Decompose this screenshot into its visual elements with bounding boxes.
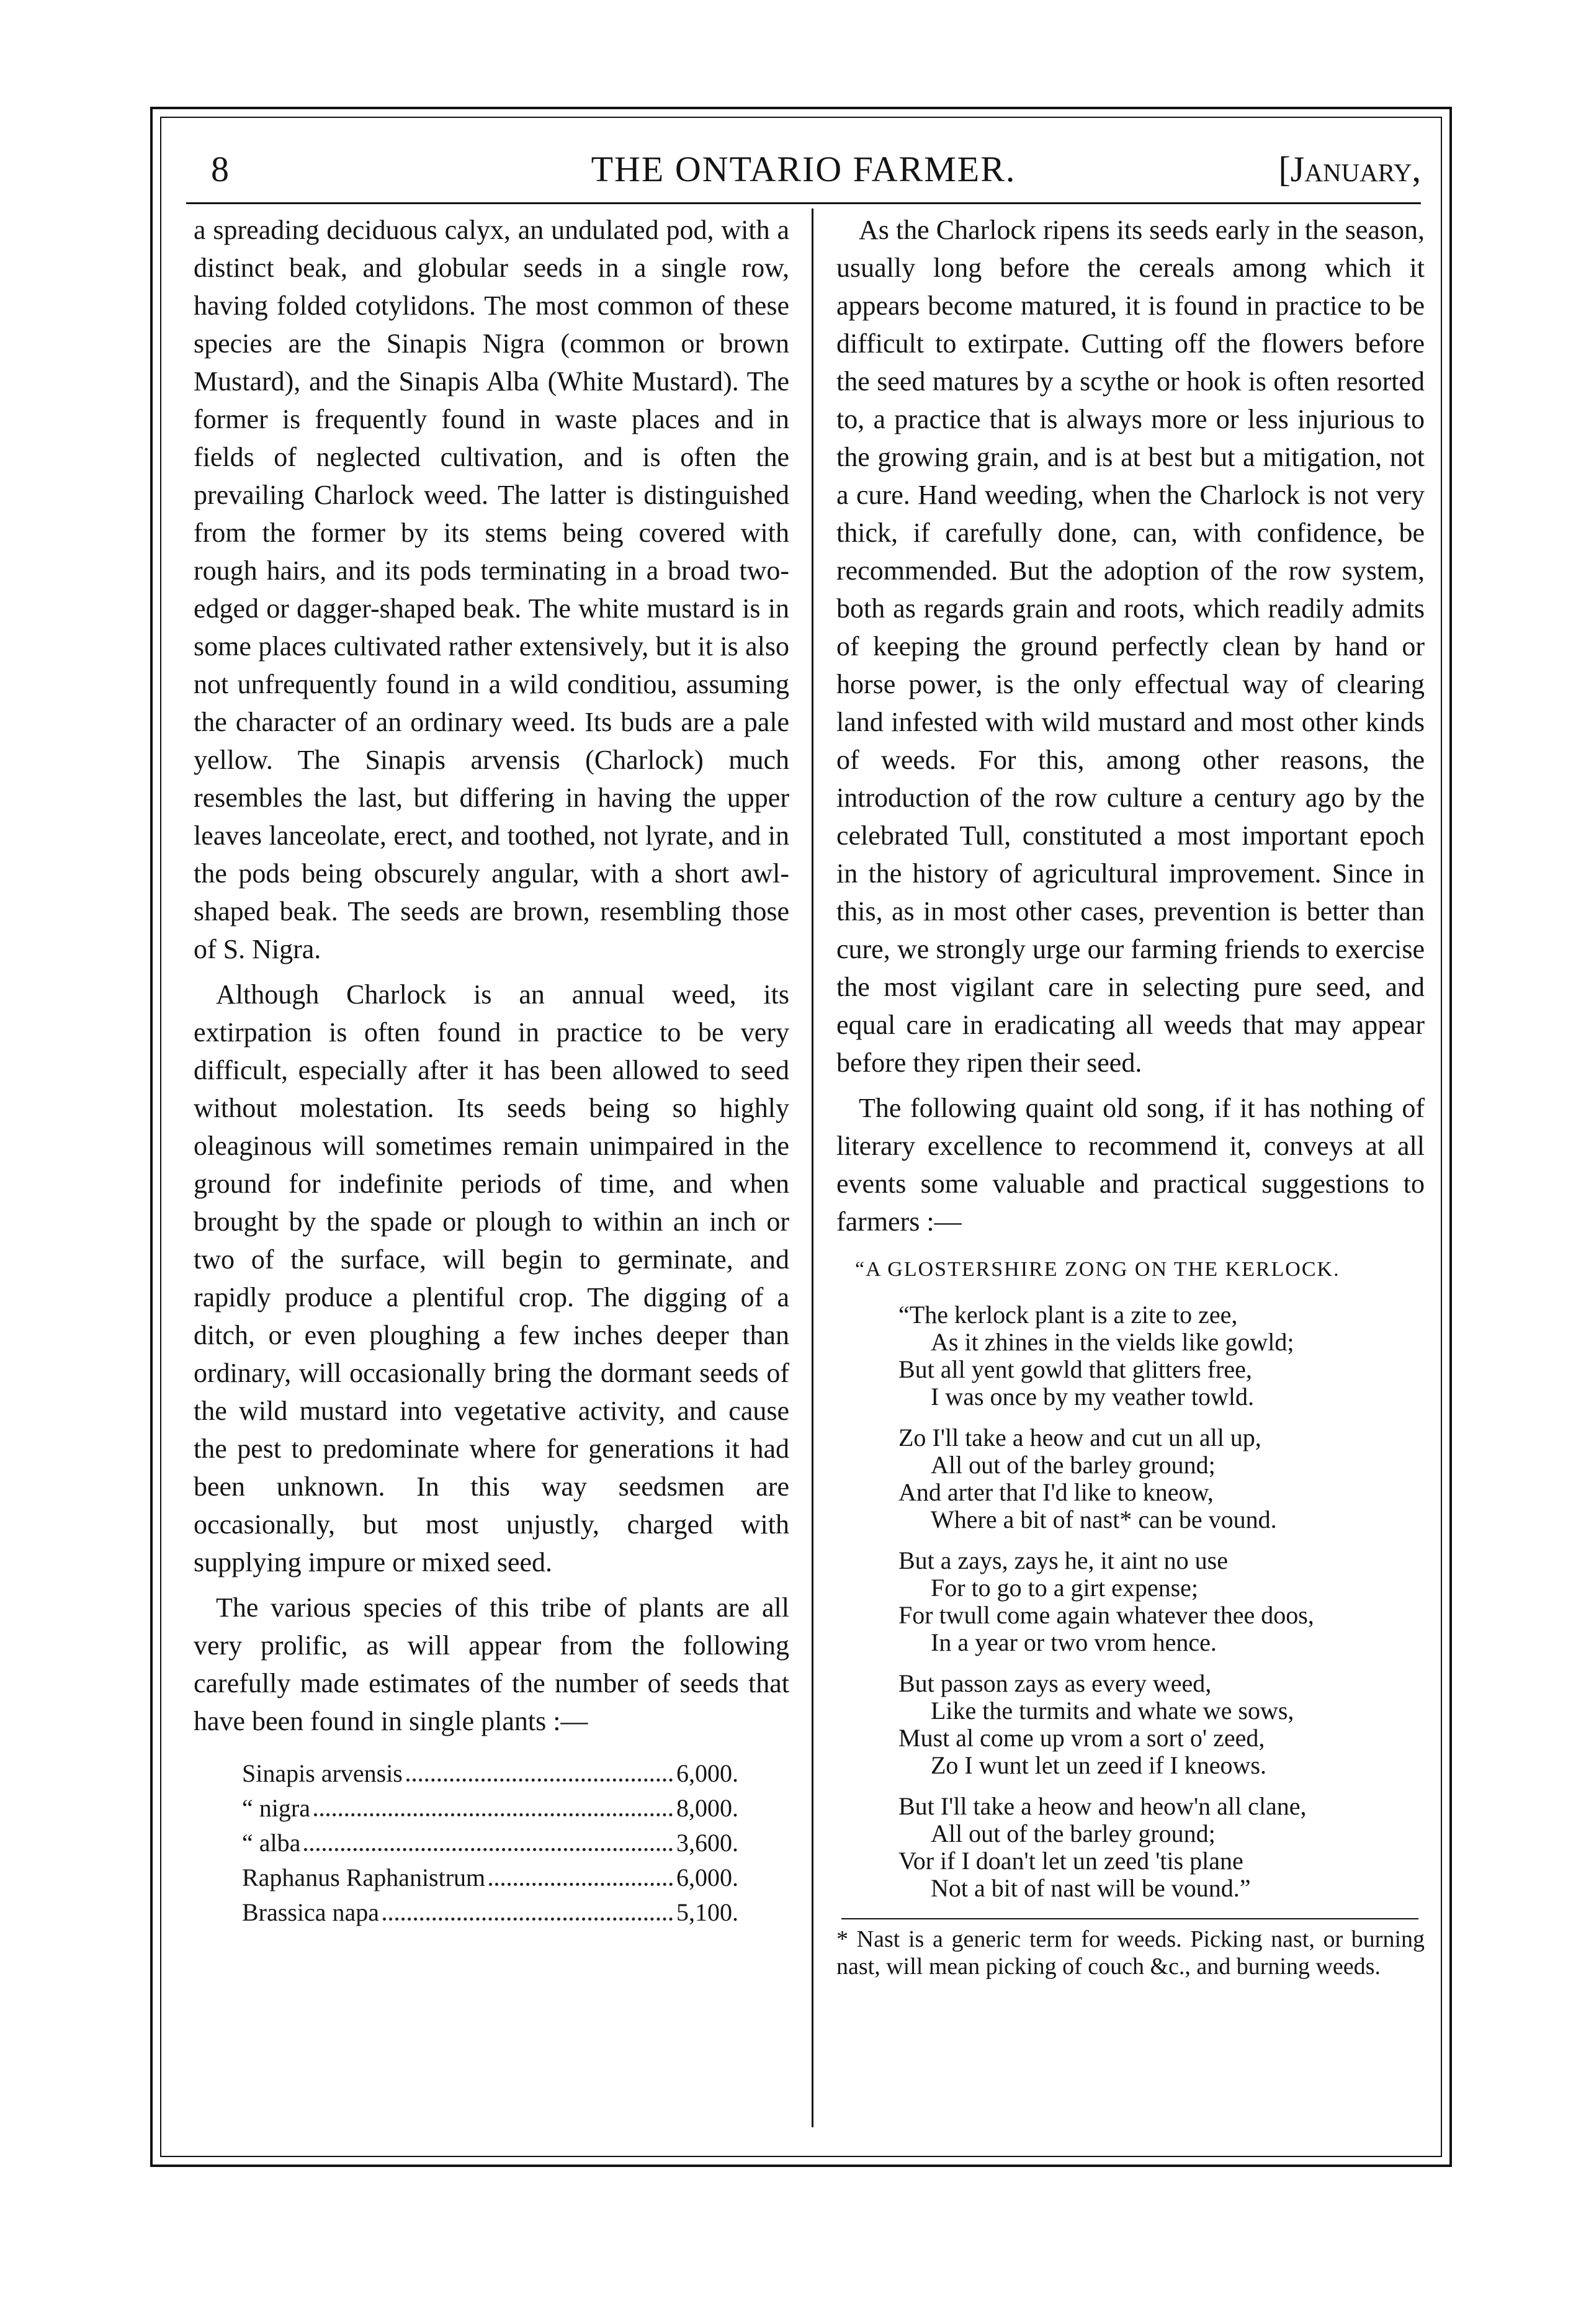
- seed-count-table: [194, 1756, 789, 1930]
- paragraph: Although Charlock is an annual weed, its extirpation is often found in practice to be very difficult, especially after it has been allowed to seed without molestation. Its seeds being so highly oleaginous will sometimes remain unimpaired in the ground for indefinite periods of time, and when brought by the spade or plough to within an inch or two of the surface, will begin to germinate, and rapidly produce a plentiful crop. The digging of a ditch, or even ploughing a few inches deeper than ordinary, will occasionally bring the dormant seeds of the wild mustard into vegetative activity, and cause the pest to predominate where for generations it had been unknown. In this way seedsmen are occasionally, but most unjustly, charged with supplying impure or mixed seed.: [194, 979, 789, 1577]
- verse-line: All out of the barley ground;: [931, 1819, 1216, 1847]
- seed-count: 8,000.: [676, 1794, 738, 1822]
- verse-line: As it zhines in the vields like gowld;: [931, 1328, 1294, 1356]
- footnote: * Nast is a generic term for weeds. Picking nast, or burning nast, will mean picking of couch &c., and burning weeds.: [836, 1926, 1425, 1980]
- verse-line: All out of the barley ground;: [931, 1451, 1216, 1479]
- table-row: [194, 1860, 738, 1895]
- right-column: [836, 211, 1425, 1980]
- verse-line: In a year or two vrom hence.: [931, 1628, 1217, 1656]
- verse-line: Must al come up vrom a sort o' zeed,: [898, 1724, 1265, 1752]
- issue-month: [January,: [1278, 149, 1421, 189]
- paragraph: a spreading deciduous calyx, an undulated pod, with a distinct beak, and globular seeds in a single row, having folded cotylidons. The most common of these species are the Sinapis Nigra (common or brown Mustard), and the Sinapis Alba (White Mustard). The former is frequently found in waste places and in fields of neglected cultivation, and is often the prevailing Charlock weed. The latter is distinguished from the former by its stems being covered with rough hairs, and its pods terminating in a broad two-edged or dagger-shaped beak. The white mustard is in some places cultivated rather extensively, but it is also not unfrequently found in a wild conditiou, assuming the character of an ordinary weed. Its buds are a pale yellow. The Sinapis arvensis (Charlock) much resembles the last, but differing in having the upper leaves lanceolate, erect, and toothed, not lyrate, and in the pods being obscurely angular, with a short awl-shaped beak. The seeds are brown, resembling those of S. Nigra.: [194, 215, 789, 964]
- dot-leader: [489, 1883, 673, 1886]
- table-row: [194, 1791, 738, 1826]
- verse-line: And arter that I'd like to kneow,: [898, 1478, 1214, 1506]
- song-title: “A GLOSTERSHIRE ZONG ON THE KERLOCK.: [855, 1258, 1340, 1281]
- song-stanza: [836, 1670, 1425, 1779]
- table-row: [194, 1826, 738, 1860]
- seed-count: 6,000.: [676, 1759, 738, 1787]
- song-stanza: [836, 1793, 1425, 1902]
- seed-count: 5,100.: [676, 1898, 738, 1926]
- seed-count: 3,600.: [676, 1829, 738, 1857]
- dot-leader: [406, 1779, 673, 1782]
- paragraph: The various species of this tribe of plants are all very prolific, as will appear from the following carefully made estimates of the number of seeds that have been found in single plants :—: [194, 1592, 789, 1736]
- verse-line: Vor if I doan't let un zeed 'tis plane: [898, 1847, 1243, 1875]
- song-stanza: [836, 1424, 1425, 1533]
- plant-name: “ nigra: [242, 1794, 310, 1822]
- verse-line: But I'll take a heow and heow'n all clane,: [898, 1792, 1307, 1820]
- footnote-rule: [841, 1918, 1418, 1919]
- verse-line: But passon zays as every weed,: [898, 1669, 1212, 1697]
- header-rule: [186, 202, 1421, 204]
- verse-line: Zo I'll take a heow and cut un all up,: [898, 1424, 1261, 1451]
- table-row: [194, 1756, 738, 1791]
- song-stanza: [836, 1547, 1425, 1656]
- paragraph: The following quaint old song, if it has nothing of literary excellence to recommend it, conveys at all events some valuable and practical suggestions to farmers :—: [836, 1093, 1425, 1237]
- table-row: [194, 1895, 738, 1930]
- song-stanza: [836, 1301, 1425, 1411]
- left-column: [194, 211, 789, 1930]
- verse-line: Not a bit of nast will be vound.”: [931, 1874, 1251, 1902]
- paragraph: As the Charlock ripens its seeds early in the season, usually long before the cereals among which it appears become matured, it is found in practice to be difficult to extirpate. Cutting off the flowers before the seed matures by a scythe or hook is often resorted to, a practice that is always more or less injurious to the growing grain, and is at best but a mitigation, not a cure. Hand weeding, when the Charlock is not very thick, if carefully done, can, with confidence, be recommended. But the adoption of the row system, both as regards grain and roots, which readily admits of keeping the ground perfectly clean by hand or horse power, is the only effectual way of clearing land infested with wild mustard and most other kinds of weeds. For this, among other reasons, the introduction of the row culture a century ago by the celebrated Tull, constituted a most important epoch in the history of agricultural improvement. Since in this, as in most other cases, prevention is better than cure, we strongly urge our farming friends to exercise the most vigilant care in selecting pure seed, and equal care in eradicating all weeds that may appear before they ripen their seed.: [836, 215, 1425, 1078]
- verse-line: But all yent gowld that glitters free,: [898, 1355, 1252, 1383]
- dot-leader: [304, 1848, 673, 1851]
- verse-line: For to go to a girt expense;: [931, 1574, 1199, 1602]
- verse-line: Where a bit of nast* can be vound.: [931, 1505, 1277, 1533]
- plant-name: Raphanus Raphanistrum: [242, 1864, 486, 1891]
- verse-line: Like the turmits and whate we sows,: [931, 1697, 1294, 1725]
- verse-line: Zo I wunt let un zeed if I kneows.: [931, 1751, 1266, 1779]
- page-number: 8: [211, 149, 229, 189]
- verse-line: “The kerlock plant is a zite to zee,: [898, 1301, 1238, 1329]
- plant-name: “ alba: [242, 1829, 301, 1857]
- seed-count: 6,000.: [676, 1864, 738, 1891]
- plant-name: Brassica napa: [242, 1898, 380, 1926]
- verse-line: But a zays, zays he, it aint no use: [898, 1546, 1228, 1574]
- publication-title: THE ONTARIO FARMER.: [591, 149, 1016, 189]
- dot-leader: [383, 1918, 673, 1921]
- dot-leader: [314, 1813, 673, 1816]
- verse-line: For twull come again whatever thee doos,: [898, 1601, 1314, 1629]
- verse-line: I was once by my veather towld.: [931, 1383, 1254, 1411]
- plant-name: Sinapis arvensis: [242, 1759, 403, 1787]
- page-header: [186, 141, 1421, 197]
- column-divider: [812, 209, 813, 2127]
